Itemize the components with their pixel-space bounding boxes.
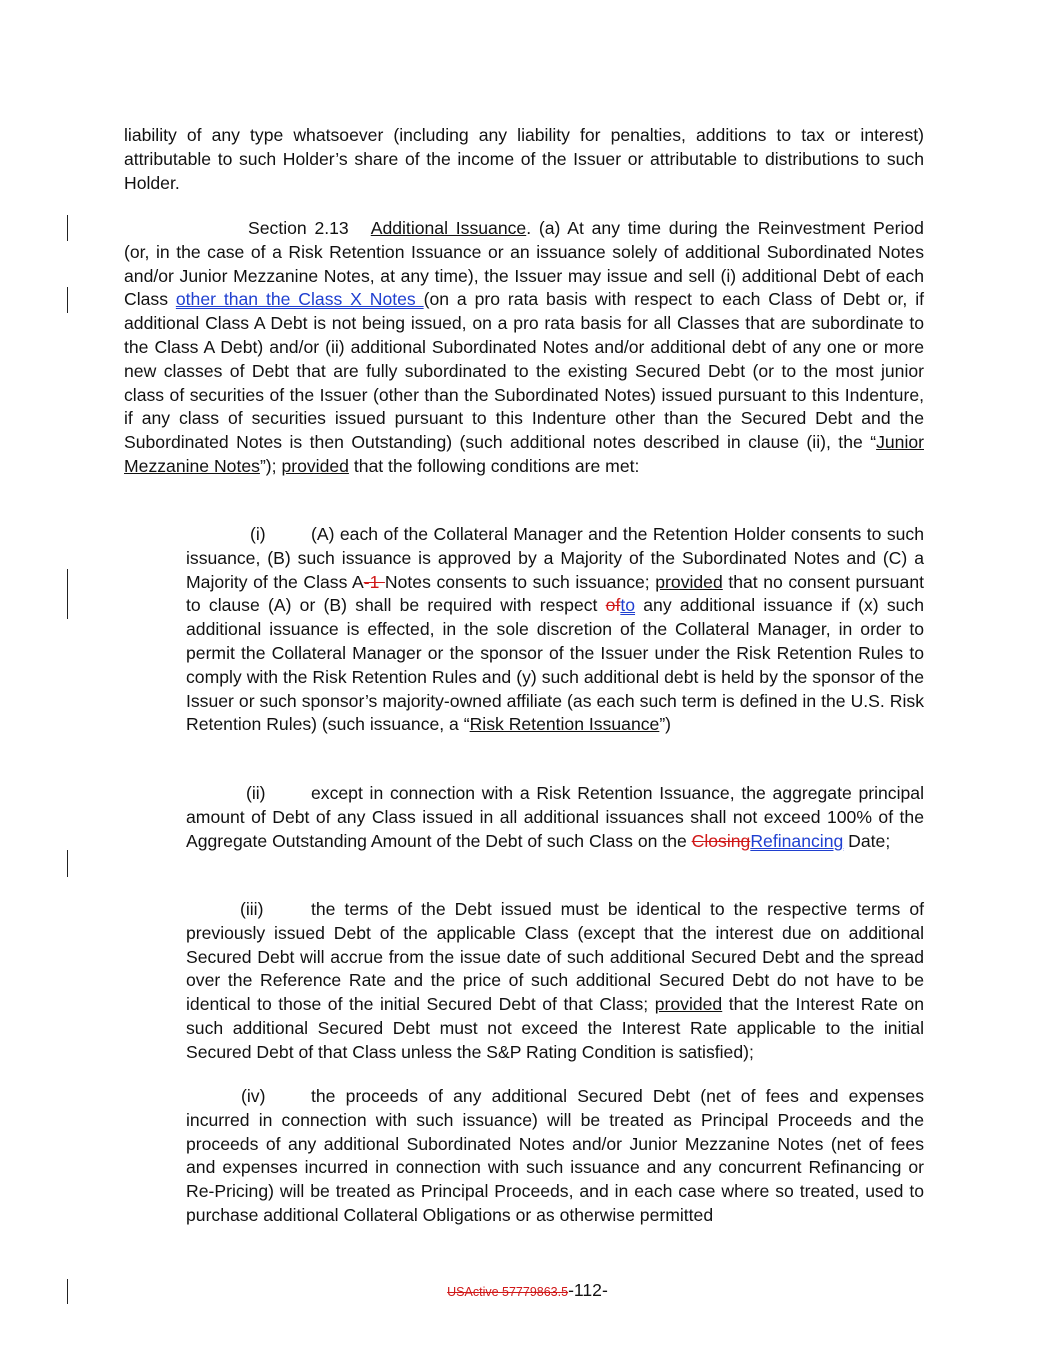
provided-term: provided xyxy=(655,571,723,592)
deleted-text: Closing xyxy=(691,830,751,851)
page-number: -112- xyxy=(568,1280,608,1300)
inserted-text: Refinancing xyxy=(750,830,844,851)
defined-term: Junior Mezzanine Notes xyxy=(124,432,924,476)
condition-item-iv: (iv) the proceeds of any additional Secured Debt (net of fees and expenses incurred in connection with such issuance) will be treated as Principal Proceeds and the proceeds of any additional Subordinated Notes and/or Junior Mezzanine Notes (net of fees and expenses incurred in connection with such issuance and any concurrent Refinancing or Re-Pricing) will be treated as Principal Proceeds, and in each case where so treated, used to purchase additional Collateral Obligations or as otherwise permitted xyxy=(186,1086,924,1225)
section-title: Additional Issuance xyxy=(370,218,527,238)
provided-term: provided xyxy=(654,994,723,1015)
change-bar xyxy=(67,287,68,313)
condition-item-ii: (ii) except in connection with a Risk Retention Issuance, the aggregate principal amount of Debt of any Class issued in all additional issuances shall not exceed 100% of the Aggregate Outstanding Amount of the Debt of such Class on the ClosingRefinancing Date; xyxy=(186,783,924,851)
section-number: Section 2.13 xyxy=(248,218,349,238)
deleted-doc-id: USActive 57779863.5 xyxy=(447,1285,569,1299)
deleted-text: of xyxy=(605,595,621,616)
item-label: (iv) xyxy=(241,1086,266,1106)
paragraph-intro: liability of any type whatsoever (including any liability for penalties, additions to tax or interest) attributable to such Holder’s share of the income of the Issuer or attributable to distributions to such Holder. xyxy=(124,125,924,193)
defined-term: Risk Retention Issuance xyxy=(469,714,660,735)
item-label: (ii) xyxy=(246,783,266,803)
item-label: (i) xyxy=(250,524,266,544)
condition-item-iii: (iii) the terms of the Debt issued must be identical to the respective terms of previously issued Debt of the applicable Class (except that the interest due on additional Secured Debt will accrue from the issue date of such additional Secured Debt and the spread over the Reference Rate and the price of such additional Secured Debt do not have to be identical to those of the initial Secured Debt of that Class; provided that the Interest Rate on such additional Secured Debt must not exceed the Interest Rate applicable to the initial Secured Debt of that Class unless the S&P Rating Condition is satisfied); xyxy=(186,899,924,1062)
change-bar xyxy=(67,215,68,241)
change-bar xyxy=(67,569,68,619)
inserted-text: other than the Class X Notes xyxy=(175,289,424,310)
provided-term: provided xyxy=(281,455,349,476)
item-label: (iii) xyxy=(240,899,264,919)
page-footer xyxy=(0,1280,1055,1301)
deleted-text: -1 xyxy=(363,571,385,592)
condition-item-i: (i) (A) each of the Collateral Manager and the Retention Holder consents to such issuance, (B) such issuance is approved by a Majority of the Subordinated Notes and (C) a Majority of the Class A-1 Notes consents to such issuance; provided that no consent pursuant to clause (A) or (B) shall be required with respect ofto any additional issuance if (x) such additional issuance is effected, in the sole discretion of the Collateral Manager, in order to permit the Collateral Manager or the sponsor of the Issuer under the Risk Retention Rules to comply with the Risk Retention Rules and (y) such additional debt is held by the sponsor of the Issuer or such sponsor’s majority-owned affiliate (as each such term is defined in the U.S. Risk Retention Rules) (such issuance, a “Risk Retention Issuance”) xyxy=(186,524,925,735)
change-bar xyxy=(67,850,68,877)
inserted-text: to xyxy=(620,595,636,616)
section-2-13-paragraph: Section 2.13 Additional Issuance. (a) At any time during the Reinvestment Period (or, in the case of a Risk Retention Issuance or an issuance solely of additional Subordinated Notes and/or Junior Mezzanine Notes, at any time), the Issuer may issue and sell (i) additional Debt of each Class other than the Class X Notes (on a pro rata basis with respect to each Class of Debt or, if additional Class A Debt is not being issued, on a pro rata basis for all Classes that are subordinate to the Class A Debt) and/or (ii) additional Subordinated Notes and/or additional debt of any one or more new classes of Debt that are fully subordinated to the existing Secured Debt (or to the most junior class of securities of the Issuer (other than the Subordinated Notes) issued pursuant to this Indenture, if any class of securities issued pursuant to this Indenture other than the Secured Debt and the Subordinated Notes is then Outstanding) (such additional notes described in clause (ii), the “Junior Mezzanine Notes”); provided that the following conditions are met: xyxy=(124,218,924,476)
